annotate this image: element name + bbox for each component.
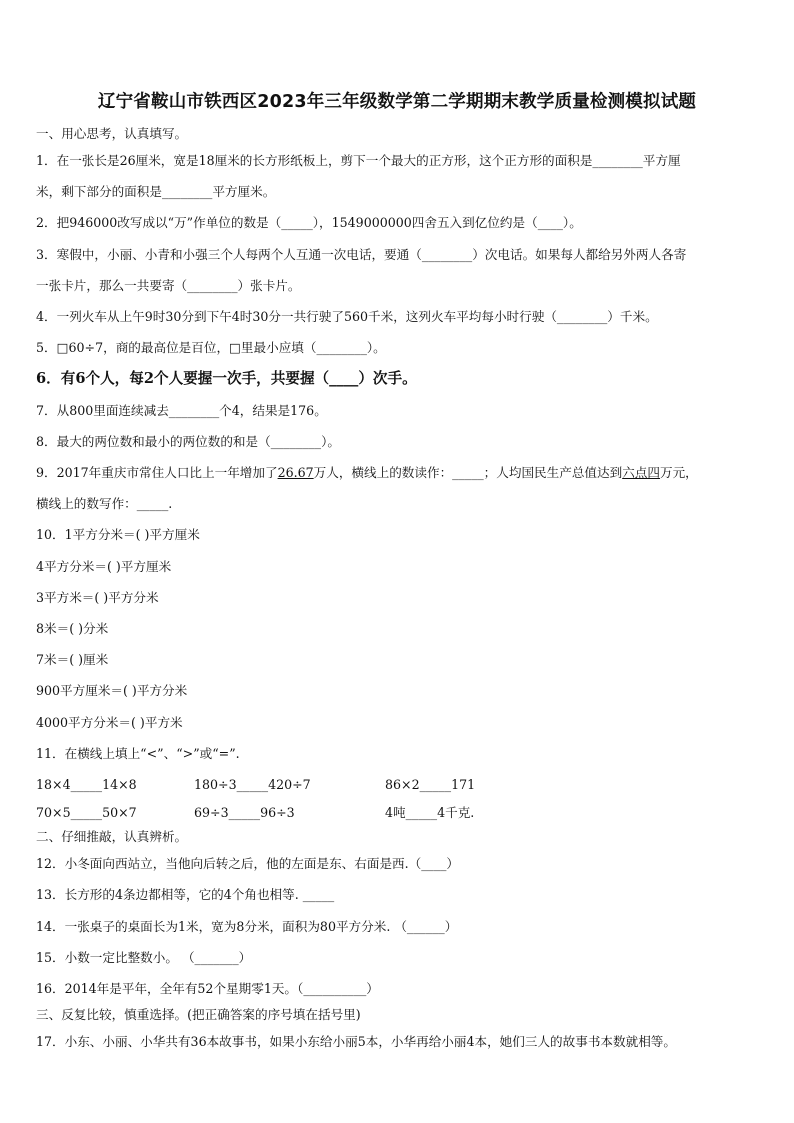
question-4: 4．一列火车从上午9时30分到下午4时30分一共行驶了560千米，这列火车平均每小时行驶（________）千米。 xyxy=(36,309,658,325)
q9-text-1: 9．2017年重庆市常住人口比上一年增加了 xyxy=(36,465,278,481)
question-15: 15．小数一定比整数小。 （_______） xyxy=(36,949,252,965)
compare-item: 180÷3_____420÷7 xyxy=(194,777,311,793)
q9-underlined-number: 26.67 xyxy=(277,465,314,481)
page-title: 辽宁省鞍山市铁西区2023年三年级数学第二学期期末教学质量检测模拟试题 xyxy=(97,92,697,112)
question-3-line-2: 一张卡片，那么一共要寄（________）张卡片。 xyxy=(36,277,301,293)
question-9-line-2: 横线上的数写作：_____. xyxy=(36,496,173,512)
question-11-row-1 xyxy=(36,769,758,800)
question-11-row-2 xyxy=(36,800,758,826)
q9-text-2: 万人，横线上的数读作：_____；人均国民生产总值达到 xyxy=(313,465,623,481)
question-10-item-5: 7米＝( )厘米 xyxy=(36,652,109,668)
question-10-item-2: 4平方分米＝( )平方厘米 xyxy=(36,558,172,574)
compare-item: 4吨_____4千克. xyxy=(385,805,475,821)
q9-text-3: 万元， xyxy=(659,465,698,481)
question-10-item-3: 3平方米＝( )平方分米 xyxy=(36,589,159,605)
question-6: 6．有6个人，每2个人要握一次手，共要握（____）次手。 xyxy=(36,370,417,388)
question-1-line-2: 米，剩下部分的面积是________平方厘米。 xyxy=(36,184,276,200)
section-heading-1: 一、用心思考，认真填写。 xyxy=(36,126,188,141)
question-10-item-1: 10．1平方分米＝( )平方厘米 xyxy=(36,527,200,543)
question-3-line-1: 3．寒假中，小丽、小青和小强三个人每两个人互通一次电话，要通（________）次电话。如果每人都给另外两人各寄 xyxy=(36,246,687,262)
question-10-item-4: 8米＝( )分米 xyxy=(36,621,109,637)
question-8: 8．最大的两位数和最小的两位数的和是（________）。 xyxy=(36,433,340,449)
question-17: 17．小东、小丽、小华共有36本故事书，如果小东给小丽5本，小华再给小丽4本，她们三人的故事书本数就相等。 xyxy=(36,1034,676,1050)
question-14: 14．一张桌子的桌面长为1米，宽为8分米，面积为80平方分米. （______） xyxy=(36,918,458,934)
question-5: 5．□60÷7，商的最高位是百位，□里最小应填（________）。 xyxy=(36,340,386,356)
compare-item: 18×4_____14×8 xyxy=(36,777,137,793)
q9-underlined-words: 六点四 xyxy=(622,465,660,481)
question-10-item-7: 4000平方分米＝( )平方米 xyxy=(36,714,183,730)
question-7: 7．从800里面连续减去________个4，结果是176。 xyxy=(36,402,327,418)
question-11-prompt: 11．在横线上填上“<”、“>”或“=”. xyxy=(36,745,240,761)
section-heading-2: 二、仔细推敲，认真辨析。 xyxy=(36,829,188,845)
question-9-line-1 xyxy=(36,457,758,488)
question-12: 12．小冬面向西站立，当他向后转之后，他的左面是东、右面是西.（____） xyxy=(36,856,460,872)
question-2: 2．把946000改写成以“万”作单位的数是（_____），1549000000四舍五入到亿位约是（____）。 xyxy=(36,215,582,231)
question-10-item-6: 900平方厘米＝( )平方分米 xyxy=(36,683,188,699)
compare-item: 70×5_____50×7 xyxy=(36,805,137,821)
question-13: 13．长方形的4条边都相等，它的4个角也相等. _____ xyxy=(36,887,335,903)
compare-item: 69÷3_____96÷3 xyxy=(194,805,295,821)
question-1-line-1: 1．在一张长是26厘米，宽是18厘米的长方形纸板上，剪下一个最大的正方形，这个正方形的面积是________平方厘 xyxy=(36,153,681,168)
section-heading-3: 三、反复比较，慎重选择。(把正确答案的序号填在括号里) xyxy=(36,1007,361,1023)
question-16: 16．2014年是平年，全年有52个星期零1天。（__________） xyxy=(36,981,379,997)
compare-item: 86×2_____171 xyxy=(385,777,476,793)
